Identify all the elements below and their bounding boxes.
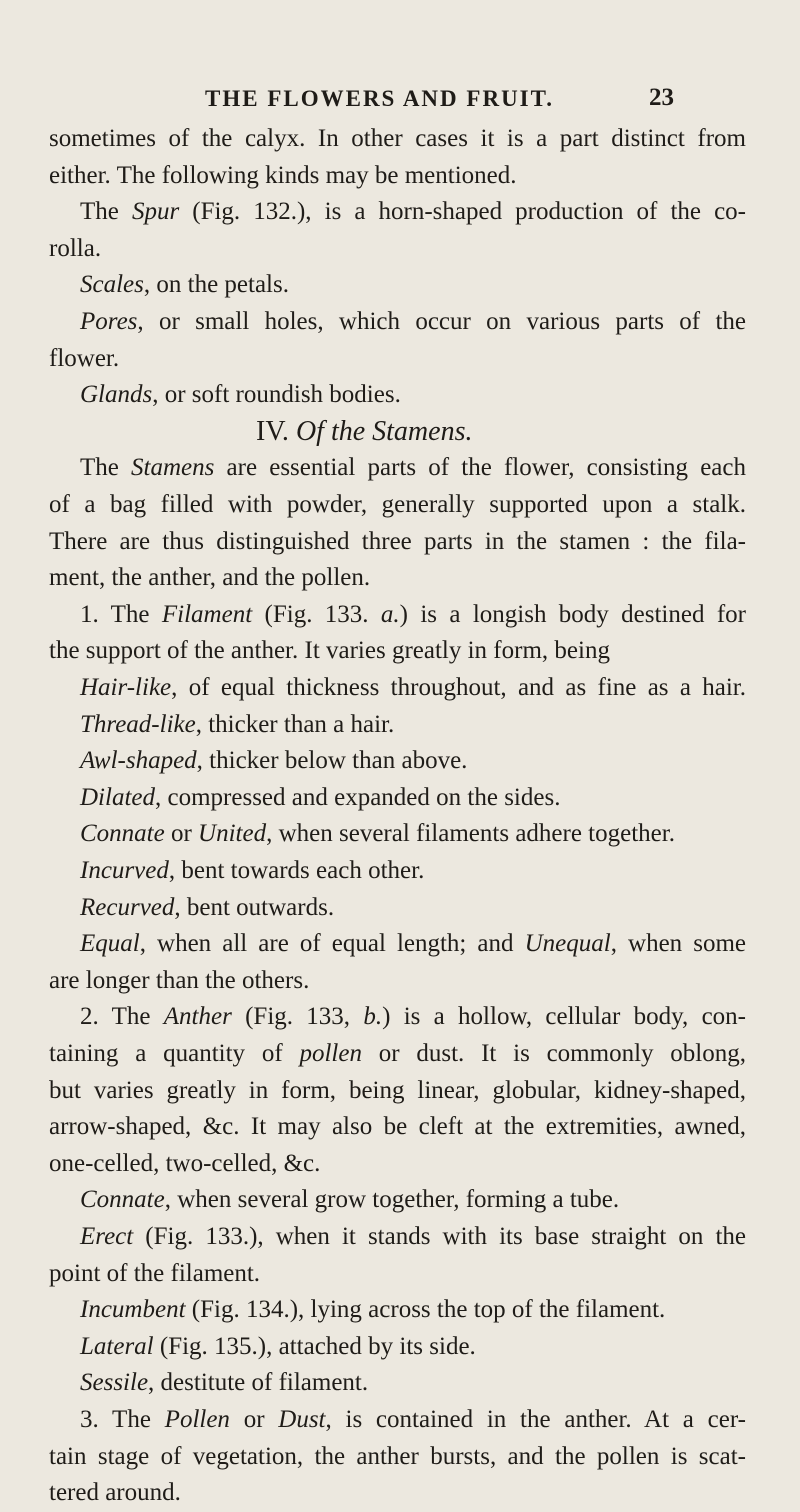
- text-line: arrow-shaped, &c. It may also be cleft at the extremities, awned,: [49, 1113, 746, 1141]
- text-line: point of the filament.: [49, 1259, 261, 1287]
- text-line: Thread-like, thicker than a hair.: [80, 710, 395, 738]
- text-line: Sessile, destitute of filament.: [80, 1369, 369, 1397]
- text-line: Incumbent (Fig. 134.), lying across the top of the filament.: [80, 1296, 666, 1324]
- text-line: 1. The Filament (Fig. 133. a.) is a longish body destined for: [80, 600, 746, 628]
- text-line: are longer than the others.: [49, 966, 310, 994]
- text-line: of a bag filled with powder, generally supported upon a stalk.: [49, 491, 746, 518]
- text-line: tain stage of vegetation, the anther bursts, and the pollen is scat-: [49, 1442, 746, 1470]
- text-line: sometimes of the calyx. In other cases it is a part distinct from: [49, 125, 746, 152]
- text-line: Equal, when all are of equal length; and Unequal, when some: [80, 930, 746, 958]
- text-line: tered around.: [49, 1479, 181, 1507]
- text-line: The Spur (Fig. 132.), is a horn-shaped production of the co-: [80, 198, 746, 226]
- text-line: Hair-like, of equal thickness throughout, and as fine as a hair.: [80, 674, 746, 701]
- text-line: Connate, when several grow together, forming a tube.: [80, 1186, 620, 1214]
- text-line: one-celled, two-celled, &c.: [49, 1149, 321, 1177]
- text-line: The Stamens are essential parts of the flower, consisting each: [80, 454, 746, 482]
- text-line: Incurved, bent towards each other.: [80, 857, 425, 884]
- text-line: Connate or United, when several filaments adhere together.: [80, 820, 675, 848]
- text-line: Pores, or small holes, which occur on various parts of the: [80, 308, 746, 335]
- running-title: THE FLOWERS AND FRUIT.: [205, 86, 555, 111]
- text-line: ment, the anther, and the pollen.: [49, 564, 371, 592]
- text-line: 2. The Anther (Fig. 133, b.) is a hollow, cellular body, con-: [80, 1003, 746, 1031]
- page-number: 23: [649, 84, 674, 111]
- text-line: either. The following kinds may be mentioned.: [49, 161, 517, 189]
- text-line: Dilated, compressed and expanded on the sides.: [80, 783, 561, 811]
- text-line: Awl-shaped, thicker below than above.: [80, 747, 468, 775]
- text-line: 3. The Pollen or Dust, is contained in the anther. At a cer-: [80, 1406, 746, 1433]
- text-line: Scales, on the petals.: [80, 271, 289, 299]
- text-line: flower.: [49, 344, 120, 372]
- text-line: but varies greatly in form, being linear, globular, kidney-shaped,: [49, 1076, 746, 1104]
- section-heading: IV. Of the Stamens.: [256, 415, 473, 447]
- text-line: the support of the anther. It varies greatly in form, being: [49, 637, 610, 665]
- page-header: [0, 86, 800, 126]
- text-line: Recurved, bent outwards.: [80, 893, 335, 921]
- text-line: taining a quantity of pollen or dust. It is commonly oblong,: [49, 1040, 747, 1067]
- text-line: Erect (Fig. 133.), when it stands with its base straight on the: [80, 1223, 746, 1250]
- text-line: There are thus distinguished three parts in the stamen : the fila-: [49, 527, 746, 555]
- text-line: Glands, or soft roundish bodies.: [80, 381, 401, 409]
- text-line: Lateral (Fig. 135.), attached by its side.: [80, 1332, 476, 1360]
- text-line: rolla.: [49, 234, 102, 262]
